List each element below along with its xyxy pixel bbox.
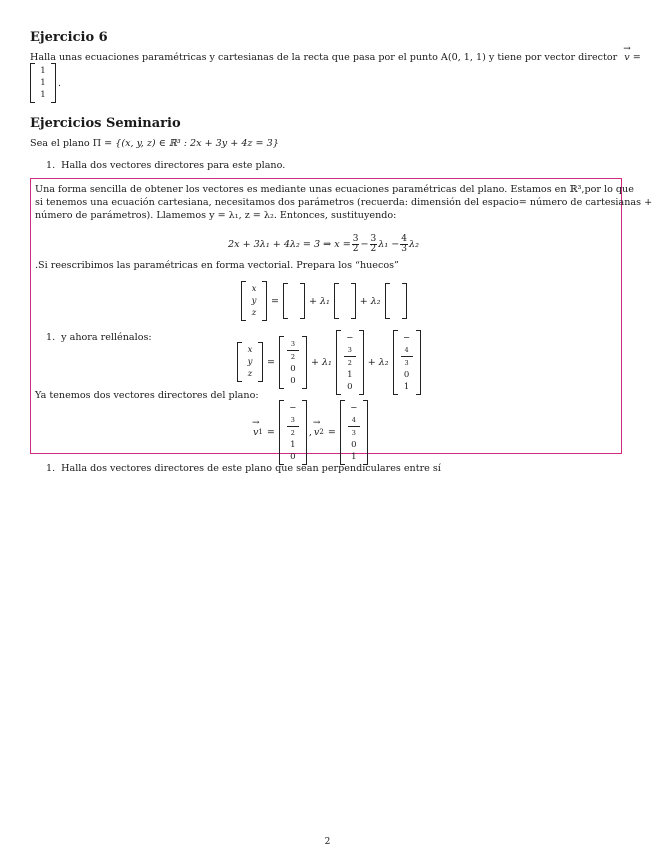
empty-slot: [334, 283, 356, 319]
vector-v-z: 1: [40, 90, 46, 100]
direction-vector-2: − 4 3 0 1: [393, 330, 421, 395]
list-item: 1. Halla dos vectores directores de este plano que sean perpendiculares entre sí: [46, 463, 441, 474]
seminar-title: Ejercicios Seminario: [30, 116, 181, 131]
equation-left: 2x + 3λ₁ + 4λ₂ = 3 ⇒ x =: [228, 238, 351, 250]
exercise-6-statement: Halla unas ecuaciones paramétricas y cartesianas de la recta que pasa por el punto A(0, 1, 1) y tiene por vector director → v =: [30, 52, 630, 65]
direction-vector-1: − 3 2 1 0: [336, 330, 364, 395]
empty-vector-equation: x y z = + λ₁ + λ₂: [241, 280, 407, 322]
fraction: $\frac{3}{2}$: [352, 233, 359, 254]
plane-label: Sea el plano Π =: [30, 138, 116, 149]
v1-label: → v: [253, 427, 258, 438]
solution-paragraph-2: .Si reescribimos las paramétricas en forma vectorial. Prepara los “huecos”: [35, 260, 399, 271]
v2-label: → v: [314, 427, 319, 438]
vector-v-label: → v: [624, 52, 629, 65]
item-number: 1.: [46, 160, 56, 171]
v1-vector: − 3 2 1 0: [279, 400, 307, 465]
item-text: Halla dos vectores directores para este plano.: [61, 160, 286, 171]
parametric-equation: 2x + 3λ₁ + 4λ₂ = 3 ⇒ x = $\frac{3}{2}$ − $\frac{3}{2}$ λ₁ − $\frac{4}{3}$ λ₂: [228, 233, 419, 254]
list-item: 1. y ahora rellénalos:: [46, 332, 152, 343]
empty-slot: [385, 283, 407, 319]
solution-paragraph-3: Ya tenemos dos vectores directores del plano:: [35, 390, 259, 401]
fraction: $\frac{3}{2}$: [370, 233, 377, 254]
xyz-vector: x y z: [237, 342, 263, 382]
page-number: 2: [324, 837, 331, 847]
solution-paragraph-line1: Una forma sencilla de obtener los vectores es mediante unas ecuaciones paramétricas del plano. Estamos en ℝ³,por lo que: [35, 184, 634, 195]
xyz-vector: x y z: [241, 281, 267, 321]
direction-vectors-result: → v 1 = − 3 2 1 0 , → v 2 = − 4 3 0 1: [253, 410, 368, 454]
solution-paragraph-line3: número de parámetros). Llamemos y = λ₁, z = λ₂. Entonces, sustituyendo:: [35, 210, 397, 221]
vector-v-matrix: 1 1 1 .: [30, 63, 61, 103]
fraction: $\frac{4}{3}$: [401, 233, 407, 254]
solution-paragraph-line2: si tenemos una ecuación cartesiana, necesitamos dos parámetros (recuerda: dimensión del espacio= número de cartesianas +: [35, 197, 653, 208]
statement-text: Halla unas ecuaciones paramétricas y cartesianas de la recta que pasa por el punto A(0, 1, 1) y tiene por vector director: [30, 52, 618, 63]
plane-set: {(x, y, z) ∈ ℝ³ : 2x + 3y + 4z = 3}: [115, 138, 279, 149]
empty-slot: [283, 283, 305, 319]
exercise-6-title: Ejercicio 6: [30, 30, 108, 45]
plane-definition: [30, 138, 279, 151]
filled-vector-equation: x y z = 3 2 0 0 + λ₁ − 3 2 1 0 + λ₂ − 4 3 0 1: [237, 340, 421, 384]
vector-v-y: 1: [40, 78, 46, 88]
point-vector: 3 2 0 0: [279, 336, 307, 389]
vector-v-x: 1: [40, 66, 46, 76]
list-item: [46, 160, 285, 173]
v2-vector: − 4 3 0 1: [340, 400, 368, 465]
